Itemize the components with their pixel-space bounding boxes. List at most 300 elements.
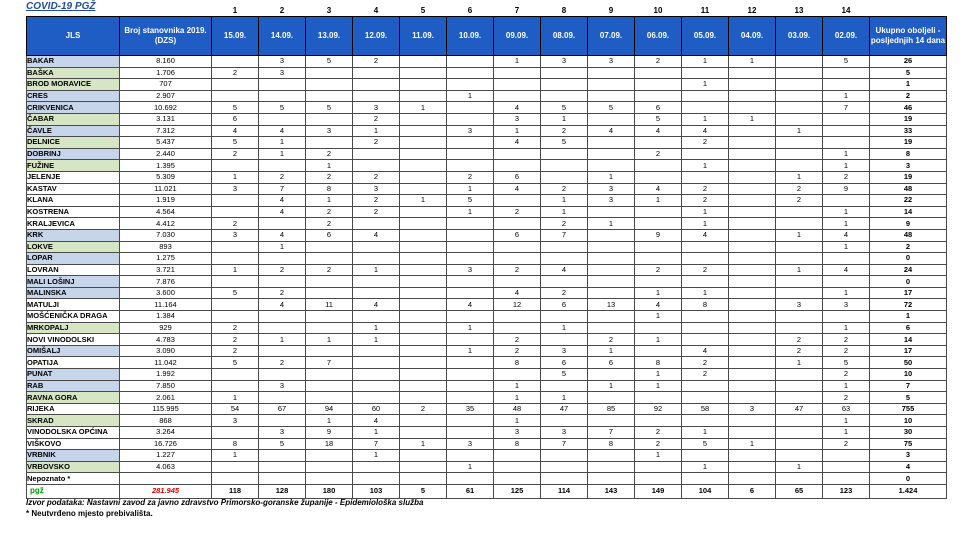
daily-cases bbox=[588, 276, 635, 288]
daily-cases: 1 bbox=[541, 113, 588, 125]
daily-cases: 1 bbox=[494, 415, 541, 427]
daily-cases bbox=[447, 113, 494, 125]
total-cases: 48 bbox=[870, 229, 947, 241]
table-row bbox=[27, 113, 947, 125]
header-population: Broj stanovnika 2019. (DZS) bbox=[120, 17, 212, 56]
population-value: 7.312 bbox=[120, 125, 212, 137]
summary-daily: 143 bbox=[588, 484, 635, 498]
spacer-cell bbox=[870, 5, 947, 17]
daily-cases: 4 bbox=[212, 125, 259, 137]
daily-cases: 1 bbox=[682, 206, 729, 218]
daily-cases: 1 bbox=[306, 334, 353, 346]
daily-cases bbox=[447, 334, 494, 346]
jls-name: KLANA bbox=[27, 195, 120, 207]
jls-name: MRKOPALJ bbox=[27, 322, 120, 334]
total-cases: 2 bbox=[870, 241, 947, 253]
daily-cases: 7 bbox=[541, 229, 588, 241]
daily-cases: 4 bbox=[259, 299, 306, 311]
column-number: 1 bbox=[232, 5, 238, 15]
summary-daily: 125 bbox=[494, 484, 541, 498]
total-cases: 8 bbox=[870, 148, 947, 160]
daily-cases bbox=[353, 253, 400, 265]
daily-cases bbox=[776, 450, 823, 462]
daily-cases: 2 bbox=[212, 322, 259, 334]
daily-cases: 2 bbox=[823, 171, 870, 183]
daily-cases: 1 bbox=[635, 334, 682, 346]
daily-cases: 1 bbox=[447, 183, 494, 195]
table-row bbox=[27, 380, 947, 392]
daily-cases bbox=[259, 392, 306, 404]
daily-cases: 2 bbox=[494, 264, 541, 276]
daily-cases bbox=[353, 287, 400, 299]
daily-cases: 1 bbox=[447, 322, 494, 334]
daily-cases: 60 bbox=[353, 403, 400, 415]
daily-cases bbox=[400, 264, 447, 276]
daily-cases: 1 bbox=[353, 334, 400, 346]
daily-cases bbox=[494, 322, 541, 334]
daily-cases bbox=[447, 276, 494, 288]
daily-cases: 47 bbox=[541, 403, 588, 415]
summary-daily: 123 bbox=[823, 484, 870, 498]
daily-cases bbox=[729, 218, 776, 230]
daily-cases bbox=[259, 473, 306, 485]
daily-cases bbox=[494, 461, 541, 473]
daily-cases: 4 bbox=[353, 299, 400, 311]
summary-daily: 180 bbox=[306, 484, 353, 498]
daily-cases bbox=[447, 473, 494, 485]
jls-name: CRIKVENICA bbox=[27, 102, 120, 114]
daily-cases: 2 bbox=[353, 113, 400, 125]
total-cases: 14 bbox=[870, 334, 947, 346]
daily-cases bbox=[400, 113, 447, 125]
header-date: 15.09. bbox=[212, 17, 259, 56]
daily-cases: 4 bbox=[588, 125, 635, 137]
population-value: 5.437 bbox=[120, 137, 212, 149]
daily-cases bbox=[729, 241, 776, 253]
daily-cases: 3 bbox=[447, 125, 494, 137]
daily-cases: 1 bbox=[494, 380, 541, 392]
daily-cases: 1 bbox=[541, 206, 588, 218]
daily-cases: 2 bbox=[212, 218, 259, 230]
total-cases: 17 bbox=[870, 287, 947, 299]
daily-cases: 1 bbox=[306, 195, 353, 207]
daily-cases: 7 bbox=[353, 438, 400, 450]
daily-cases bbox=[588, 461, 635, 473]
daily-cases bbox=[400, 392, 447, 404]
daily-cases: 6 bbox=[494, 229, 541, 241]
daily-cases bbox=[776, 102, 823, 114]
daily-cases: 2 bbox=[682, 369, 729, 381]
daily-cases: 1 bbox=[588, 171, 635, 183]
daily-cases: 5 bbox=[682, 438, 729, 450]
jls-name: BROD MORAVICE bbox=[27, 79, 120, 91]
daily-cases bbox=[729, 299, 776, 311]
population-value: 2.907 bbox=[120, 90, 212, 102]
daily-cases: 2 bbox=[306, 218, 353, 230]
daily-cases bbox=[823, 113, 870, 125]
daily-cases bbox=[447, 148, 494, 160]
daily-cases: 1 bbox=[823, 148, 870, 160]
daily-cases bbox=[212, 299, 259, 311]
daily-cases: 85 bbox=[588, 403, 635, 415]
daily-cases: 5 bbox=[823, 56, 870, 68]
daily-cases bbox=[353, 90, 400, 102]
daily-cases bbox=[588, 415, 635, 427]
population-value: 4.564 bbox=[120, 206, 212, 218]
daily-cases bbox=[682, 90, 729, 102]
daily-cases: 5 bbox=[259, 438, 306, 450]
daily-cases: 1 bbox=[776, 171, 823, 183]
summary-daily: 149 bbox=[635, 484, 682, 498]
table-row bbox=[27, 79, 947, 91]
daily-cases bbox=[212, 56, 259, 68]
daily-cases bbox=[400, 415, 447, 427]
daily-cases bbox=[306, 90, 353, 102]
daily-cases bbox=[447, 160, 494, 172]
table-row bbox=[27, 357, 947, 369]
daily-cases bbox=[447, 241, 494, 253]
daily-cases bbox=[212, 473, 259, 485]
daily-cases bbox=[212, 276, 259, 288]
daily-cases bbox=[400, 183, 447, 195]
population-value: 3.131 bbox=[120, 113, 212, 125]
daily-cases bbox=[682, 241, 729, 253]
daily-cases: 2 bbox=[823, 369, 870, 381]
daily-cases bbox=[259, 461, 306, 473]
daily-cases: 1 bbox=[823, 90, 870, 102]
daily-cases bbox=[306, 461, 353, 473]
daily-cases bbox=[400, 322, 447, 334]
daily-cases bbox=[729, 264, 776, 276]
daily-cases bbox=[682, 171, 729, 183]
population-value: 3.600 bbox=[120, 287, 212, 299]
daily-cases: 5 bbox=[588, 102, 635, 114]
daily-cases bbox=[259, 450, 306, 462]
daily-cases: 35 bbox=[447, 403, 494, 415]
daily-cases bbox=[776, 137, 823, 149]
column-number: 12 bbox=[747, 5, 757, 15]
daily-cases bbox=[776, 427, 823, 439]
daily-cases: 2 bbox=[776, 183, 823, 195]
daily-cases bbox=[212, 253, 259, 265]
header-date: 12.09. bbox=[353, 17, 400, 56]
daily-cases: 5 bbox=[306, 56, 353, 68]
daily-cases: 1 bbox=[353, 322, 400, 334]
jls-name: CRES bbox=[27, 90, 120, 102]
daily-cases bbox=[541, 253, 588, 265]
table-row bbox=[27, 392, 947, 404]
column-number: 2 bbox=[279, 5, 285, 15]
daily-cases bbox=[635, 461, 682, 473]
summary-daily: 104 bbox=[682, 484, 729, 498]
header-date: 11.09. bbox=[400, 17, 447, 56]
total-cases: 5 bbox=[870, 67, 947, 79]
daily-cases: 5 bbox=[635, 113, 682, 125]
footnote: * Neutvrđeno mjesto prebivališta. bbox=[26, 509, 153, 518]
daily-cases bbox=[306, 322, 353, 334]
header-date: 06.09. bbox=[635, 17, 682, 56]
daily-cases bbox=[447, 137, 494, 149]
daily-cases bbox=[635, 276, 682, 288]
daily-cases: 4 bbox=[259, 195, 306, 207]
jls-name: LOPAR bbox=[27, 253, 120, 265]
daily-cases bbox=[682, 450, 729, 462]
daily-cases bbox=[259, 79, 306, 91]
daily-cases bbox=[400, 241, 447, 253]
daily-cases bbox=[447, 229, 494, 241]
daily-cases bbox=[400, 299, 447, 311]
daily-cases: 5 bbox=[541, 137, 588, 149]
daily-cases bbox=[588, 450, 635, 462]
table-row bbox=[27, 403, 947, 415]
daily-cases bbox=[776, 276, 823, 288]
daily-cases bbox=[682, 473, 729, 485]
total-cases: 10 bbox=[870, 415, 947, 427]
jls-name: DOBRINJ bbox=[27, 148, 120, 160]
daily-cases bbox=[212, 206, 259, 218]
table-row bbox=[27, 218, 947, 230]
daily-cases: 6 bbox=[541, 299, 588, 311]
daily-cases bbox=[306, 450, 353, 462]
daily-cases: 1 bbox=[635, 450, 682, 462]
total-cases: 2 bbox=[870, 90, 947, 102]
daily-cases bbox=[447, 79, 494, 91]
daily-cases: 3 bbox=[447, 438, 494, 450]
daily-cases bbox=[212, 369, 259, 381]
daily-cases bbox=[541, 415, 588, 427]
daily-cases: 1 bbox=[776, 461, 823, 473]
daily-cases bbox=[494, 450, 541, 462]
daily-cases bbox=[447, 287, 494, 299]
daily-cases bbox=[776, 79, 823, 91]
daily-cases bbox=[447, 253, 494, 265]
daily-cases: 1 bbox=[306, 415, 353, 427]
daily-cases bbox=[823, 473, 870, 485]
daily-cases: 1 bbox=[494, 125, 541, 137]
daily-cases bbox=[776, 56, 823, 68]
daily-cases: 3 bbox=[541, 427, 588, 439]
daily-cases: 1 bbox=[823, 322, 870, 334]
daily-cases bbox=[400, 125, 447, 137]
daily-cases: 2 bbox=[447, 171, 494, 183]
daily-cases bbox=[776, 369, 823, 381]
daily-cases bbox=[212, 311, 259, 323]
daily-cases: 1 bbox=[823, 160, 870, 172]
daily-cases: 4 bbox=[635, 183, 682, 195]
population-value: 4.063 bbox=[120, 461, 212, 473]
population-value: 1.395 bbox=[120, 160, 212, 172]
daily-cases bbox=[823, 450, 870, 462]
daily-cases bbox=[306, 311, 353, 323]
daily-cases: 3 bbox=[447, 264, 494, 276]
daily-cases: 1 bbox=[541, 195, 588, 207]
daily-cases: 4 bbox=[494, 287, 541, 299]
population-value: 707 bbox=[120, 79, 212, 91]
daily-cases bbox=[400, 148, 447, 160]
daily-cases: 2 bbox=[353, 206, 400, 218]
table-row bbox=[27, 183, 947, 195]
population-value: 115.995 bbox=[120, 403, 212, 415]
daily-cases: 5 bbox=[212, 137, 259, 149]
daily-cases: 2 bbox=[353, 56, 400, 68]
daily-cases: 1 bbox=[259, 137, 306, 149]
daily-cases: 1 bbox=[823, 206, 870, 218]
daily-cases bbox=[353, 461, 400, 473]
daily-cases bbox=[400, 311, 447, 323]
daily-cases: 2 bbox=[776, 195, 823, 207]
total-cases: 3 bbox=[870, 450, 947, 462]
daily-cases bbox=[729, 345, 776, 357]
total-cases: 22 bbox=[870, 195, 947, 207]
table-row bbox=[27, 334, 947, 346]
daily-cases bbox=[635, 90, 682, 102]
summary-population: 281.945 bbox=[120, 484, 212, 498]
daily-cases: 1 bbox=[447, 206, 494, 218]
table-row bbox=[27, 253, 947, 265]
jls-name: KRK bbox=[27, 229, 120, 241]
daily-cases: 1 bbox=[635, 287, 682, 299]
daily-cases bbox=[729, 427, 776, 439]
daily-cases bbox=[635, 473, 682, 485]
daily-cases: 8 bbox=[635, 357, 682, 369]
daily-cases: 1 bbox=[353, 125, 400, 137]
daily-cases bbox=[212, 79, 259, 91]
daily-cases: 2 bbox=[306, 171, 353, 183]
daily-cases bbox=[494, 195, 541, 207]
daily-cases bbox=[776, 473, 823, 485]
daily-cases: 5 bbox=[306, 102, 353, 114]
daily-cases bbox=[353, 369, 400, 381]
daily-cases bbox=[259, 311, 306, 323]
daily-cases bbox=[588, 206, 635, 218]
daily-cases bbox=[682, 311, 729, 323]
daily-cases bbox=[259, 90, 306, 102]
population-value: 8.160 bbox=[120, 56, 212, 68]
daily-cases: 2 bbox=[682, 264, 729, 276]
daily-cases: 3 bbox=[494, 427, 541, 439]
jls-name: MALI LOŠINJ bbox=[27, 276, 120, 288]
daily-cases: 8 bbox=[494, 357, 541, 369]
daily-cases: 2 bbox=[259, 357, 306, 369]
total-cases: 17 bbox=[870, 345, 947, 357]
daily-cases: 1 bbox=[306, 160, 353, 172]
column-number: 3 bbox=[326, 5, 332, 15]
jls-name: Nepoznato * bbox=[27, 473, 120, 485]
daily-cases bbox=[729, 311, 776, 323]
daily-cases bbox=[776, 415, 823, 427]
daily-cases bbox=[729, 322, 776, 334]
summary-daily: 65 bbox=[776, 484, 823, 498]
jls-name: RAVNA GORA bbox=[27, 392, 120, 404]
daily-cases bbox=[776, 322, 823, 334]
spacer-cell bbox=[120, 5, 212, 17]
daily-cases bbox=[729, 229, 776, 241]
daily-cases: 1 bbox=[353, 450, 400, 462]
daily-cases bbox=[682, 67, 729, 79]
daily-cases bbox=[400, 171, 447, 183]
daily-cases bbox=[494, 79, 541, 91]
daily-cases: 1 bbox=[682, 461, 729, 473]
daily-cases bbox=[259, 276, 306, 288]
daily-cases bbox=[588, 287, 635, 299]
daily-cases: 2 bbox=[212, 345, 259, 357]
column-number-row bbox=[27, 5, 947, 17]
daily-cases: 8 bbox=[212, 438, 259, 450]
population-value: 7.876 bbox=[120, 276, 212, 288]
total-cases: 0 bbox=[870, 253, 947, 265]
daily-cases bbox=[635, 79, 682, 91]
daily-cases bbox=[729, 90, 776, 102]
daily-cases bbox=[306, 380, 353, 392]
daily-cases: 2 bbox=[494, 345, 541, 357]
daily-cases bbox=[776, 392, 823, 404]
daily-cases bbox=[400, 450, 447, 462]
header-total: Ukupno oboljeli - posljednjih 14 dana bbox=[870, 17, 947, 56]
daily-cases bbox=[541, 473, 588, 485]
daily-cases bbox=[259, 218, 306, 230]
daily-cases: 1 bbox=[635, 195, 682, 207]
daily-cases: 2 bbox=[776, 345, 823, 357]
daily-cases bbox=[776, 160, 823, 172]
daily-cases: 47 bbox=[776, 403, 823, 415]
jls-name: ČABAR bbox=[27, 113, 120, 125]
daily-cases bbox=[212, 90, 259, 102]
summary-daily: 5 bbox=[400, 484, 447, 498]
daily-cases bbox=[729, 171, 776, 183]
daily-cases: 6 bbox=[306, 229, 353, 241]
daily-cases bbox=[635, 345, 682, 357]
daily-cases: 2 bbox=[212, 334, 259, 346]
jls-name: VRBOVSKO bbox=[27, 461, 120, 473]
daily-cases bbox=[400, 253, 447, 265]
daily-cases bbox=[588, 253, 635, 265]
table-row bbox=[27, 67, 947, 79]
table-row bbox=[27, 415, 947, 427]
total-cases: 9 bbox=[870, 218, 947, 230]
column-number: 4 bbox=[373, 5, 379, 15]
daily-cases bbox=[635, 67, 682, 79]
daily-cases bbox=[635, 415, 682, 427]
daily-cases: 1 bbox=[776, 229, 823, 241]
table-row bbox=[27, 450, 947, 462]
daily-cases bbox=[541, 241, 588, 253]
daily-cases: 1 bbox=[776, 264, 823, 276]
daily-cases: 1 bbox=[259, 334, 306, 346]
daily-cases: 4 bbox=[353, 415, 400, 427]
daily-cases bbox=[447, 56, 494, 68]
daily-cases bbox=[212, 461, 259, 473]
daily-cases bbox=[635, 206, 682, 218]
daily-cases: 7 bbox=[541, 438, 588, 450]
summary-total: 1.424 bbox=[870, 484, 947, 498]
daily-cases bbox=[353, 148, 400, 160]
table-row bbox=[27, 461, 947, 473]
daily-cases bbox=[729, 195, 776, 207]
daily-cases: 1 bbox=[823, 415, 870, 427]
daily-cases bbox=[776, 113, 823, 125]
daily-cases bbox=[682, 392, 729, 404]
total-cases: 46 bbox=[870, 102, 947, 114]
daily-cases: 2 bbox=[259, 287, 306, 299]
daily-cases: 4 bbox=[259, 229, 306, 241]
daily-cases bbox=[306, 137, 353, 149]
daily-cases: 8 bbox=[682, 299, 729, 311]
daily-cases bbox=[729, 79, 776, 91]
daily-cases bbox=[729, 473, 776, 485]
daily-cases: 2 bbox=[306, 264, 353, 276]
table-row bbox=[27, 206, 947, 218]
daily-cases bbox=[541, 90, 588, 102]
